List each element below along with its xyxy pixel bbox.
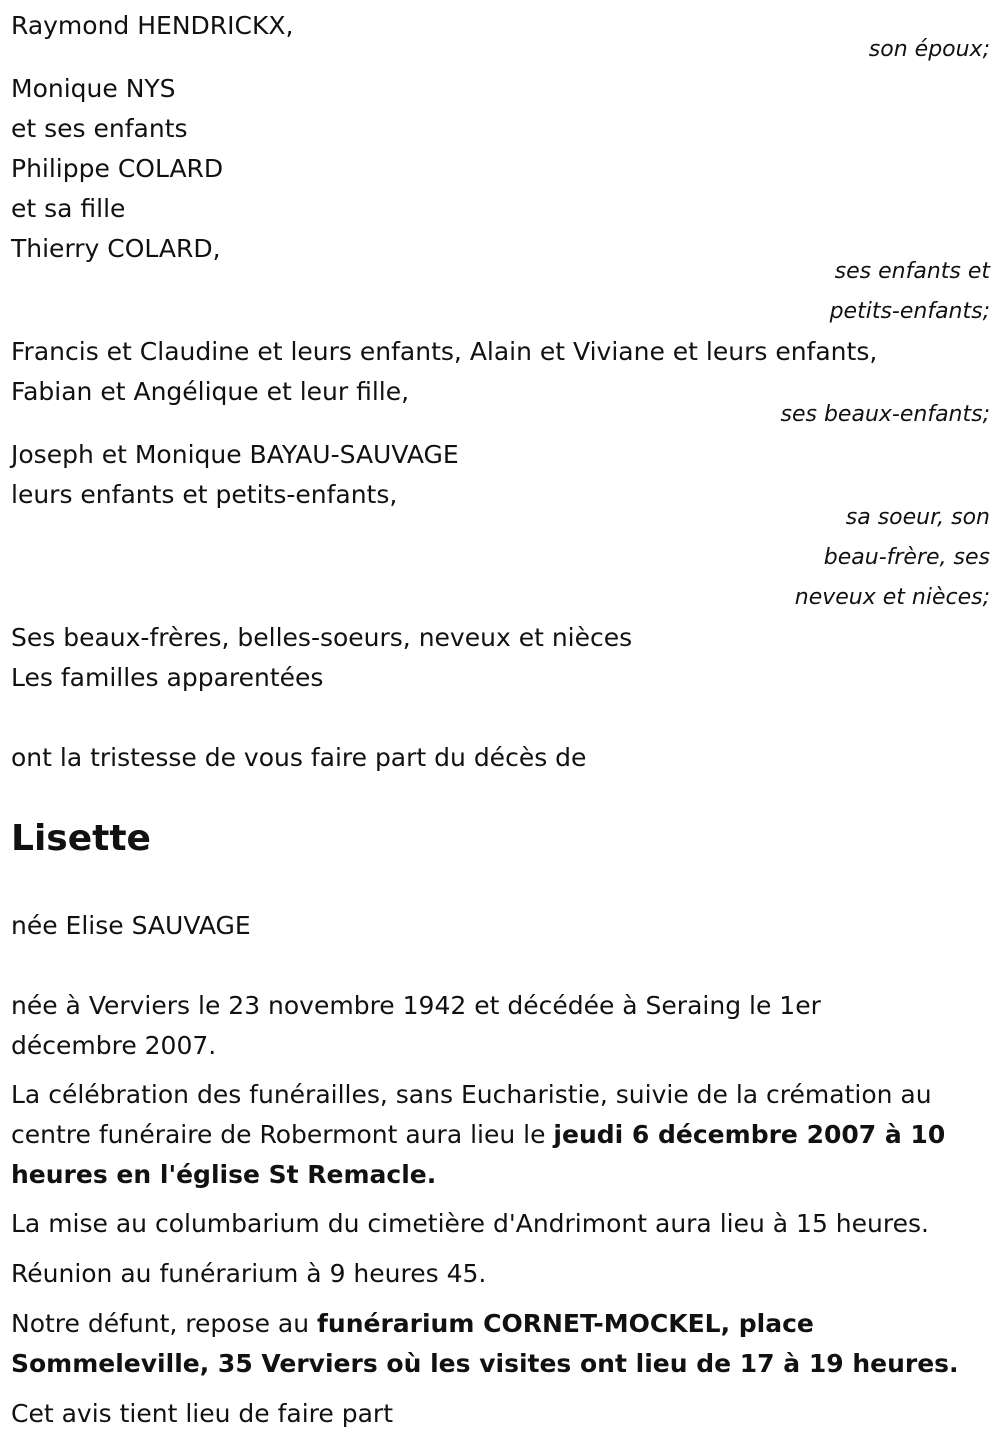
child-line: Monique NYS: [11, 74, 176, 103]
visit-info: Sommeleville, 35 Verviers où les visites ont lieu de 17 à 19 heures.: [11, 1349, 959, 1378]
child-line: et sa fille: [11, 194, 126, 223]
ceremony-text: centre funéraire de Robermont aura lieu le: [11, 1120, 554, 1149]
ceremony-date: jeudi 6 décembre 2007 à 10: [553, 1120, 946, 1149]
rest-text: Notre défunt, repose au: [11, 1309, 318, 1338]
dates-line: décembre 2007.: [11, 1031, 217, 1060]
ceremony-line: [11, 1115, 945, 1155]
child-line: Philippe COLARD: [11, 154, 224, 183]
columbarium-info: La mise au columbarium du cimetière d'Andrimont aura lieu à 15 heures.: [11, 1209, 929, 1238]
others-line: Ses beaux-frères, belles-soeurs, neveux et nièces: [11, 623, 633, 652]
announcement-intro: ont la tristesse de vous faire part du décès de: [11, 743, 587, 772]
children-relation: ses enfants et: [834, 259, 990, 284]
child-line: Thierry COLARD,: [11, 234, 221, 263]
others-line: Les familles apparentées: [11, 663, 324, 692]
siblings-relation: neveux et nièces;: [794, 585, 990, 610]
siblings-line: leurs enfants et petits-enfants,: [11, 480, 398, 509]
dates-line: née à Verviers le 23 novembre 1942 et décédée à Seraing le 1er: [11, 991, 821, 1020]
closing-note: Cet avis tient lieu de faire part: [11, 1399, 393, 1428]
siblings-line: Joseph et Monique BAYAU-SAUVAGE: [11, 440, 459, 469]
siblings-relation: sa soeur, son: [845, 505, 990, 530]
funeral-home: funérarium CORNET-MOCKEL, place: [317, 1309, 814, 1338]
ceremony-place: heures en l'église St Remacle.: [11, 1160, 437, 1189]
ceremony-line: La célébration des funérailles, sans Eucharistie, suivie de la crémation au: [11, 1080, 932, 1109]
birth-name: née Elise SAUVAGE: [11, 911, 251, 940]
siblings-relation: beau-frère, ses: [823, 545, 990, 570]
spouse-name: Raymond HENDRICKX,: [11, 11, 294, 40]
deceased-name: Lisette: [11, 818, 151, 859]
spouse-relation: son époux;: [868, 37, 990, 62]
stepchildren-line: Fabian et Angélique et leur fille,: [11, 377, 410, 406]
meeting-info: Réunion au funérarium à 9 heures 45.: [11, 1259, 487, 1288]
stepchildren-line: Francis et Claudine et leurs enfants, Alain et Viviane et leurs enfants,: [11, 337, 878, 366]
child-line: et ses enfants: [11, 114, 188, 143]
rest-info: [11, 1304, 814, 1344]
children-relation: petits-enfants;: [829, 299, 990, 324]
stepchildren-relation: ses beaux-enfants;: [780, 402, 990, 427]
